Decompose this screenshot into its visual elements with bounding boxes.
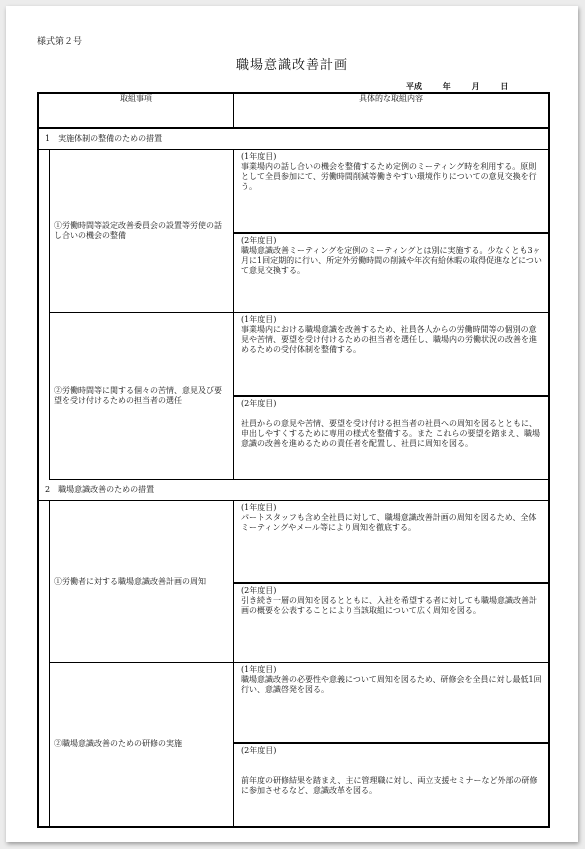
date-line <box>406 81 508 92</box>
date-month: 月 <box>471 81 480 91</box>
plan-table <box>37 92 550 828</box>
year1-text: 職場意識改善の必要性や意義について周知を図るため、研修会を全員に対し最低1回行い、意識啓発を図る。 <box>241 675 542 694</box>
year2-text: 職場意識改善ミーティングを定例のミーティングとは別に実施する。少なくとも3ヶ月に1回定期的に行い、所定外労働時間の削減や年次有給休暇の取得促進などについて意見交換する。 <box>241 245 542 275</box>
date-day: 日 <box>500 81 509 91</box>
item-label: ①労働時間等設定改善委員会の設置等労使の話し合いの機会の整備 <box>50 150 234 313</box>
year2-text: 社員からの意見や苦情、要望を受け付ける担当者の社員への周知を図るとともに、申出しやすくするために専用の様式を整備する。また これらの要望を踏まえ、職場意識の改善を進めるための責任者を配置し、社員に周知を図る。 <box>241 418 541 448</box>
section-title: 2 職場意識改善のための措置 <box>38 480 549 501</box>
item-label: ②労働時間等に関する個々の苦情、意見及び要望を受け付けるための担当者の選任 <box>50 313 234 480</box>
col-header-contents: 具体的な取組内容 <box>234 93 550 128</box>
year2-cell <box>234 233 550 313</box>
year1-cell <box>234 150 550 233</box>
document-title: 職場意識改善計画 <box>235 58 348 73</box>
year1-cell <box>234 501 550 583</box>
year2-cell <box>234 396 550 480</box>
year2-label: (2年度目) <box>241 398 277 408</box>
year1-text: パートスタッフも含め全社員に対して、職場意識改善計画の周知を図るため、全体ミーティングやメール等により周知を徹底する。 <box>241 513 537 532</box>
year2-label: (2年度目) <box>241 235 277 245</box>
section-title: 1 実施体制の整備のための措置 <box>38 128 549 150</box>
year2-text: 引き続き一層の周知を図るとともに、入社を希望する者に対しても職場意識改善計画の概要を公表することにより当該取組について広く周知を図る。 <box>241 595 537 615</box>
year2-label: (2年度目) <box>241 745 277 755</box>
date-era: 平成 <box>406 81 422 91</box>
year1-text: 事業場内における職場意識を改善するため、社員各人からの労働時間等の個別の意見や苦情、要望を受け付けるための担当者を選任し、職場内の労働状況の改善を進めるための受付体制を整備する。 <box>241 325 537 354</box>
document-page <box>6 6 578 842</box>
year1-cell <box>234 313 550 396</box>
col-header-items: 取組事項 <box>38 93 234 128</box>
year1-cell <box>234 663 550 743</box>
form-number: 様式第２号 <box>37 37 83 47</box>
year2-label: (2年度目) <box>241 585 277 595</box>
date-year: 年 <box>442 81 451 91</box>
year2-text: 前年度の研修結果を踏まえ、主に管理職に対し、両立支援セミナーなど外部の研修に参加させるなど、意識改革を図る。 <box>241 775 538 795</box>
year2-cell <box>234 583 550 663</box>
year1-label: (1年度目) <box>241 315 277 324</box>
year1-label: (1年度目) <box>241 503 277 512</box>
year1-text: 事業場内の話し合いの機会を整備するため定例のミーティング時を利用する。原則として全員参加にて、労働時間削減等働きやすい環境作りについての意見交換を行う。 <box>241 162 537 191</box>
year1-label: (1年度目) <box>241 152 277 161</box>
item-label: ②職場意識改善のための研修の実施 <box>50 663 234 827</box>
year1-label: (1年度目) <box>241 665 277 674</box>
item-label: ①労働者に対する職場意識改善計画の周知 <box>50 501 234 663</box>
year2-cell <box>234 743 550 827</box>
